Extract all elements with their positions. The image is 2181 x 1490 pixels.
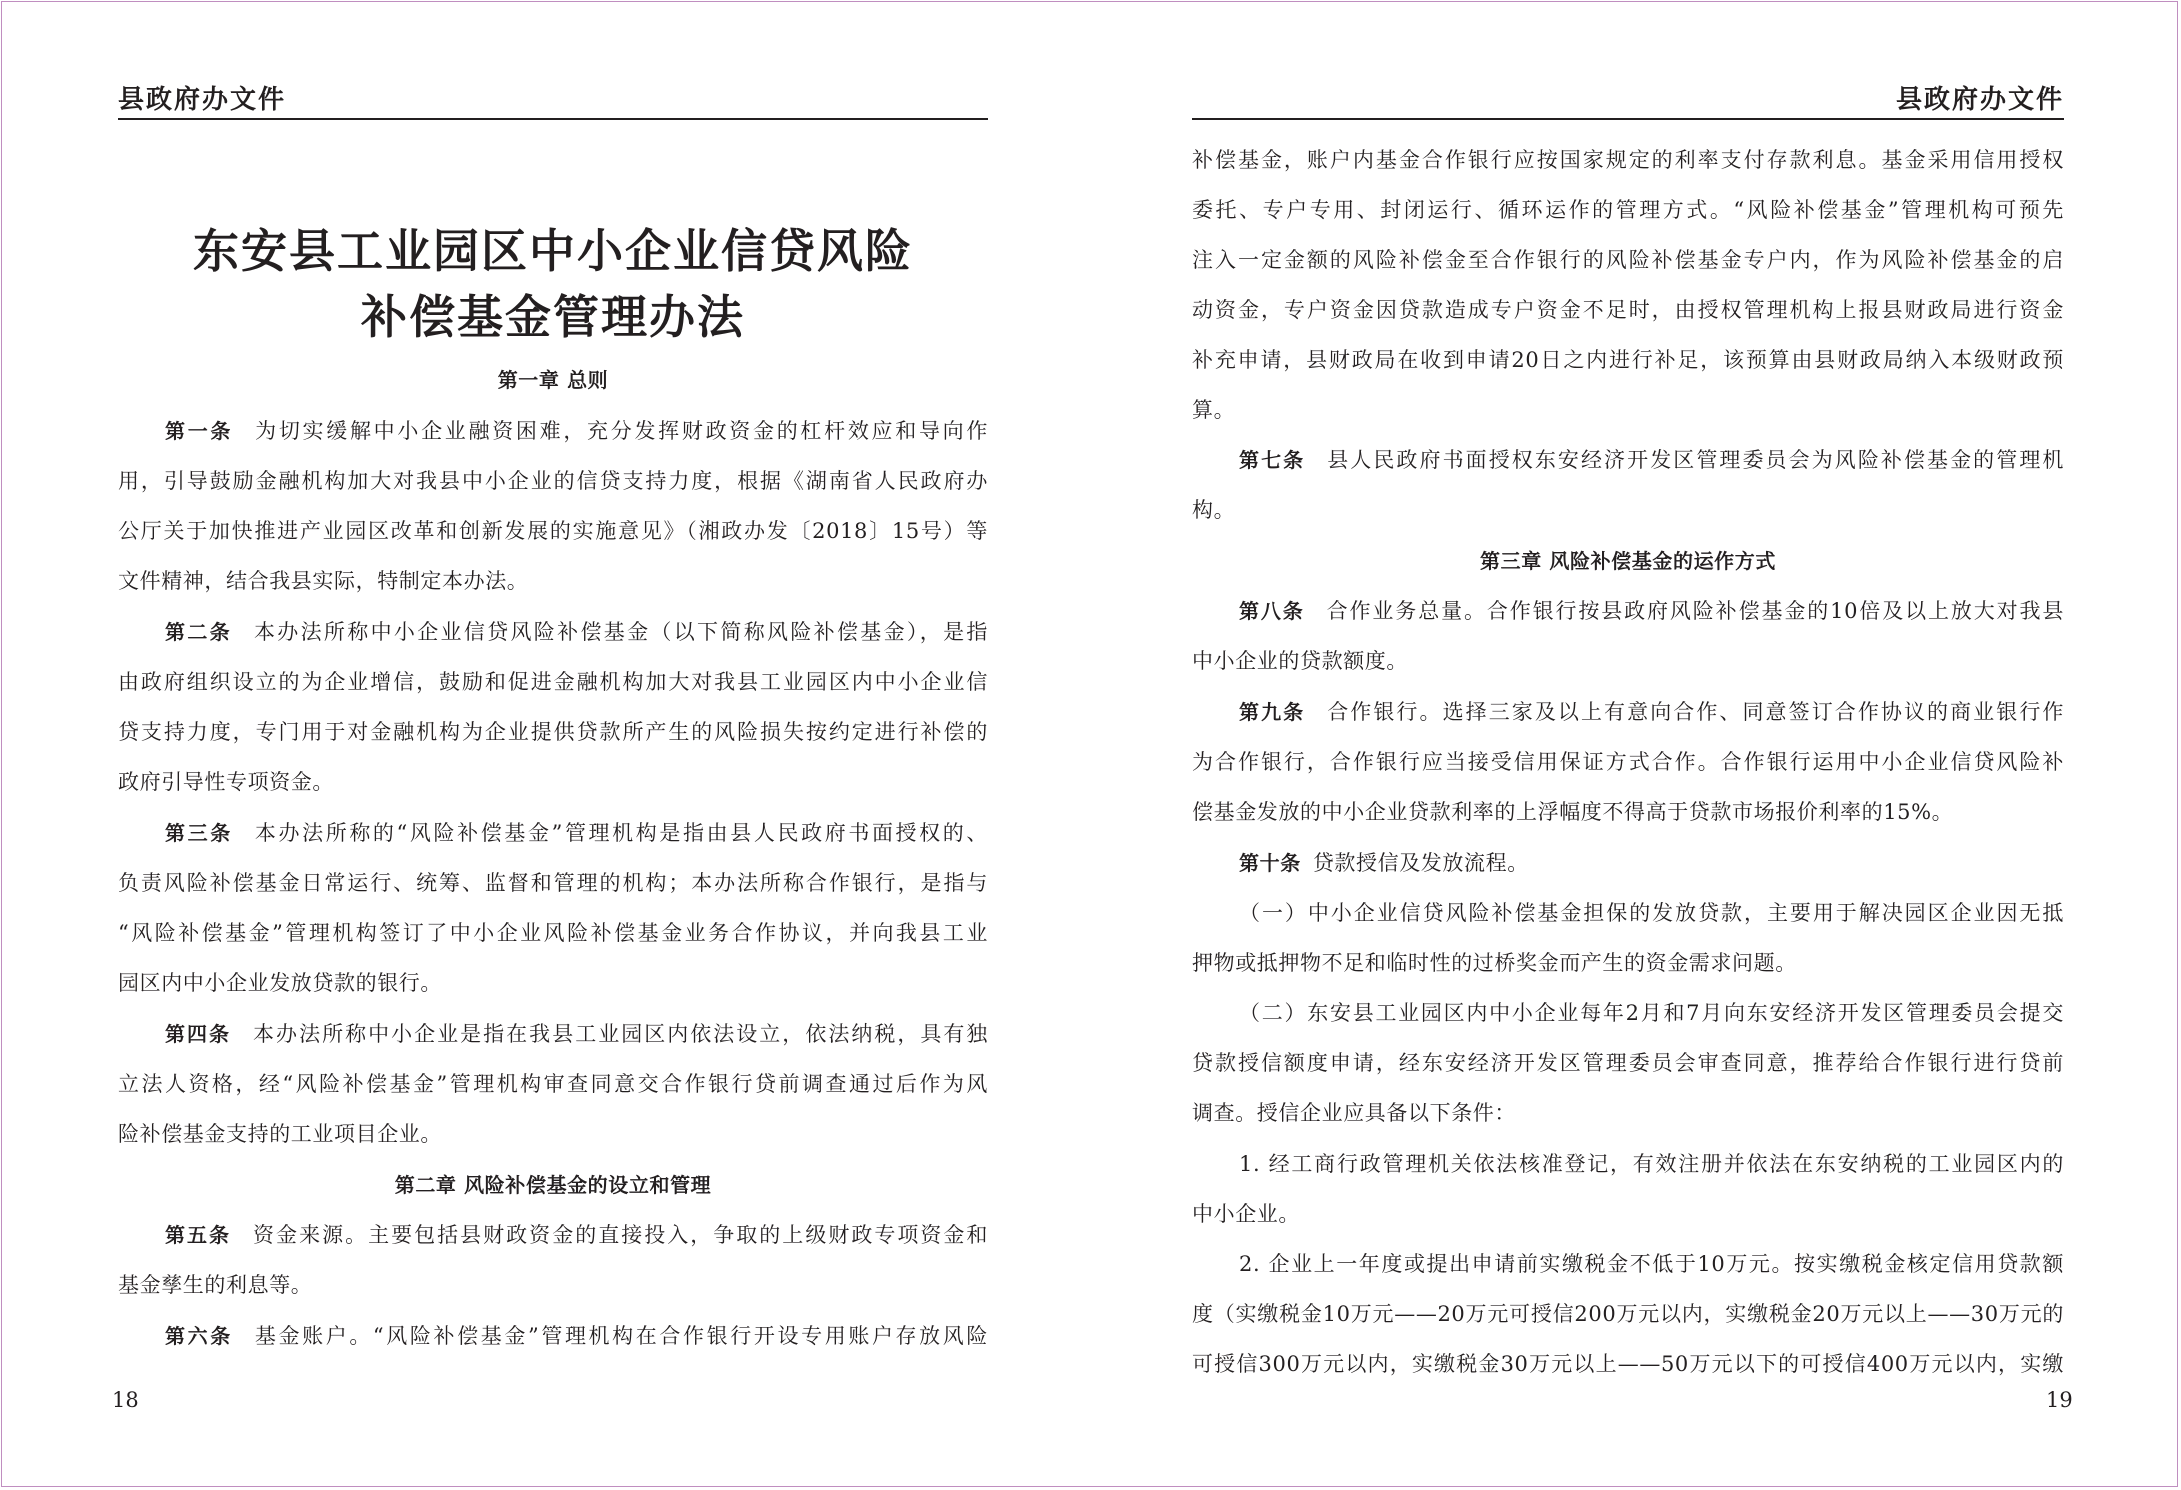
chapter-heading: 第一章 总则	[497, 368, 609, 392]
paragraph-line: 委托、专户专用、封闭运行、循环运作的管理方式。“风险补偿基金”管理机构可预先	[1192, 198, 2064, 222]
paragraph-line: 注入一定金额的风险补偿金至合作银行的风险补偿基金专户内，作为风险补偿基金的启	[1192, 248, 2064, 272]
paragraph-line: 2. 企业上一年度或提出申请前实缴税金不低于10万元。按实缴税金核定信用贷款额	[1239, 1252, 2064, 1276]
article-label: 第一条	[165, 419, 234, 443]
article-label: 第三条	[165, 821, 233, 845]
paragraph-line: 构。	[1192, 498, 1236, 522]
paragraph-line: 第六条 基金账户。“风险补偿基金”管理机构在合作银行开设专用账户存放风险	[165, 1324, 988, 1348]
paragraph-line: 押物或抵押物不足和临时性的过桥奖金而产生的资金需求问题。	[1192, 951, 1797, 975]
paragraph-line: 第一条 为切实缓解中小企业融资困难，充分发挥财政资金的杠杆效应和导向作	[165, 419, 988, 443]
paragraph-line: 公厅关于加快推进产业园区改革和创新发展的实施意见》（湘政办发〔2018〕15号）等	[118, 519, 988, 543]
document-title-line: 东安县工业园区中小企业信贷风险	[193, 224, 913, 278]
article-label: 第四条	[165, 1022, 232, 1046]
running-header-left: 县政府办文件	[118, 82, 988, 120]
paragraph-line: 动资金，专户资金因贷款造成专户资金不足时，由授权管理机构上报县财政局进行资金	[1192, 298, 2064, 322]
paragraph-line: 第七条 县人民政府书面授权东安经济开发区管理委员会为风险补偿基金的管理机	[1239, 448, 2064, 472]
article-label: 第九条	[1239, 700, 1306, 724]
paragraph-line: （一）中小企业信贷风险补偿基金担保的发放贷款，主要用于解决园区企业因无抵	[1239, 901, 2064, 925]
paragraph-line: 补充申请，县财政局在收到申请20日之内进行补足，该预算由县财政局纳入本级财政预	[1192, 348, 2064, 372]
article-label: 第十条	[1239, 851, 1301, 875]
paragraph-line: 由政府组织设立的为企业增信，鼓励和促进金融机构加大对我县工业园区内中小企业信	[118, 670, 988, 694]
paragraph-line: 基金孳生的利息等。	[118, 1273, 313, 1297]
running-header-right: 县政府办文件	[1192, 82, 2064, 120]
paragraph-line: 偿基金发放的中小企业贷款利率的上浮幅度不得高于贷款市场报价利率的15%。	[1192, 800, 1954, 824]
article-label: 第六条	[165, 1324, 233, 1348]
paragraph-line: 用，引导鼓励金融机构加大对我县中小企业的信贷支持力度，根据《湖南省人民政府办	[118, 469, 988, 493]
paragraph-line: 第二条 本办法所称中小企业信贷风险补偿基金（以下简称风险补偿基金），是指	[165, 620, 988, 644]
paragraph-line: 1. 经工商行政管理机关依法核准登记，有效注册并依法在东安纳税的工业园区内的	[1239, 1152, 2064, 1176]
paragraph-line: 可授信300万元以内，实缴税金30万元以上——50万元以下的可授信400万元以内，实缴	[1192, 1352, 2064, 1376]
paragraph-line: 贷支持力度，专门用于对金融机构为企业提供贷款所产生的风险损失按约定进行补偿的	[118, 720, 988, 744]
page-number-right: 19	[2046, 1388, 2073, 1412]
page-number-left: 18	[112, 1388, 139, 1412]
paragraph-line: 补偿基金，账户内基金合作银行应按国家规定的利率支付存款利息。基金采用信用授权	[1192, 148, 2064, 172]
paragraph-line: 算。	[1192, 398, 1236, 422]
paragraph-line: 贷款授信额度申请，经东安经济开发区管理委员会审查同意，推荐给合作银行进行贷前	[1192, 1051, 2064, 1075]
paragraph-line: 中小企业的贷款额度。	[1192, 649, 1408, 673]
chapter-heading: 第三章 风险补偿基金的运作方式	[1480, 549, 1776, 573]
paragraph-line: 第八条 合作业务总量。合作银行按县政府风险补偿基金的10倍及以上放大对我县	[1239, 599, 2064, 623]
paragraph-line: “风险补偿基金”管理机构签订了中小企业风险补偿基金业务合作协议，并向我县工业	[118, 921, 988, 945]
document-title	[118, 218, 988, 350]
chapter-heading: 第二章 风险补偿基金的设立和管理	[394, 1173, 712, 1197]
paragraph-line: 立法人资格，经“风险补偿基金”管理机构审查同意交合作银行贷前调查通过后作为风	[118, 1072, 988, 1096]
paragraph-line: 第九条 合作银行。选择三家及以上有意向合作、同意签订合作协议的商业银行作	[1239, 700, 2064, 724]
paragraph-line: （二）东安县工业园区内中小企业每年2月和7月向东安经济开发区管理委员会提交	[1239, 1001, 2064, 1025]
paragraph-line: 第五条 资金来源。主要包括县财政资金的直接投入，争取的上级财政专项资金和	[165, 1223, 988, 1247]
article-label: 第七条	[1239, 448, 1306, 472]
paragraph-line: 中小企业。	[1192, 1202, 1300, 1226]
document-title-line: 补偿基金管理办法	[361, 290, 745, 344]
paragraph-line: 文件精神，结合我县实际，特制定本办法。	[118, 569, 529, 593]
article-label: 第五条	[165, 1223, 232, 1247]
paragraph-line: 第三条 本办法所称的“风险补偿基金”管理机构是指由县人民政府书面授权的、	[165, 821, 988, 845]
article-label: 第八条	[1239, 599, 1305, 623]
paragraph-line: 负责风险补偿基金日常运行、统筹、监督和管理的机构；本办法所称合作银行，是指与	[118, 871, 988, 895]
paragraph-line: 为合作银行，合作银行应当接受信用保证方式合作。合作银行运用中小企业信贷风险补	[1192, 750, 2064, 774]
paragraph-line: 政府引导性专项资金。	[118, 770, 334, 794]
paragraph-line: 园区内中小企业发放贷款的银行。	[118, 971, 442, 995]
paragraph-line: 险补偿基金支持的工业项目企业。	[118, 1122, 442, 1146]
article-label: 第二条	[165, 620, 232, 644]
paragraph-line: 调查。授信企业应具备以下条件：	[1192, 1101, 1516, 1125]
paragraph-line: 第十条 贷款授信及发放流程。	[1239, 851, 1529, 875]
paragraph-line: 度（实缴税金10万元——20万元可授信200万元以内，实缴税金20万元以上——30万元的	[1192, 1302, 2064, 1326]
paragraph-line: 第四条 本办法所称中小企业是指在我县工业园区内依法设立，依法纳税，具有独	[165, 1022, 988, 1046]
